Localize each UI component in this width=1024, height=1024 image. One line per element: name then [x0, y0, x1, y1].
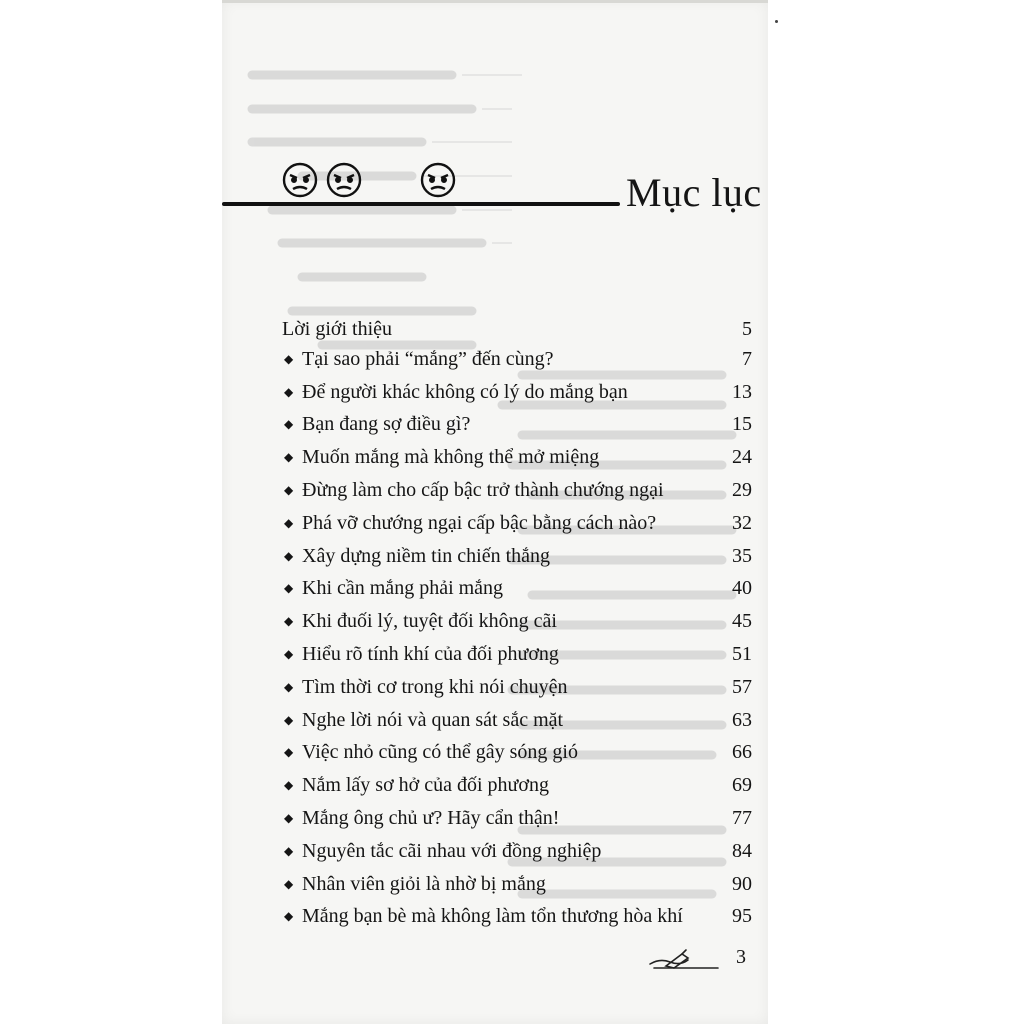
- toc-entry-page: 90: [732, 873, 752, 895]
- diamond-bullet-icon: ◆: [284, 549, 294, 563]
- toc-entry-label: Đừng làm cho cấp bậc trở thành chướng ngại: [302, 479, 664, 501]
- toc-entry: [280, 443, 756, 471]
- toc-entry-page: 7: [742, 348, 752, 370]
- angry-faces-icon: [282, 160, 472, 200]
- toc-entry-page: 32: [732, 512, 752, 534]
- diamond-bullet-icon: ◆: [284, 450, 294, 464]
- diamond-bullet-icon: ◆: [284, 745, 294, 759]
- toc-entry-page: 84: [732, 840, 752, 862]
- toc-entry-label: Tại sao phải “mắng” đến cùng?: [302, 348, 554, 370]
- toc-entry: [280, 738, 756, 766]
- toc-entry-label: Khi cần mắng phải mắng: [302, 577, 504, 599]
- toc-entry-page: 35: [732, 545, 752, 567]
- toc-entry-page: 40: [732, 577, 752, 599]
- toc-entry-label: Việc nhỏ cũng có thể gây sóng gió: [302, 741, 578, 763]
- toc-entry-label: Nguyên tắc cãi nhau với đồng nghiệp: [302, 840, 602, 862]
- angry-face-icon: [328, 164, 360, 196]
- diamond-bullet-icon: ◆: [284, 647, 294, 661]
- toc-entry-page: 13: [732, 381, 752, 403]
- diamond-bullet-icon: ◆: [284, 713, 294, 727]
- toc-entry-page: 77: [732, 807, 752, 829]
- toc-entry: [280, 476, 756, 504]
- toc-entry: [280, 870, 756, 898]
- toc-entry: [280, 771, 756, 799]
- diamond-bullet-icon: ◆: [284, 516, 294, 530]
- diamond-bullet-icon: ◆: [284, 877, 294, 891]
- toc-entry: [280, 345, 756, 373]
- diamond-bullet-icon: ◆: [284, 417, 294, 431]
- angry-face-icon: [422, 164, 454, 196]
- toc-entry-label: Mắng ông chủ ư? Hãy cẩn thận!: [302, 807, 560, 829]
- toc-entry-label: Để người khác không có lý do mắng bạn: [302, 381, 628, 403]
- toc-entry-page: 63: [732, 709, 752, 731]
- toc-entry-page: 15: [732, 413, 752, 435]
- angry-face-icon: [284, 164, 316, 196]
- page-top-edge: [222, 0, 768, 3]
- toc-entry-page: 69: [732, 774, 752, 796]
- page-title: Mục lục: [626, 170, 762, 215]
- toc-entry-label: Nhân viên giỏi là nhờ bị mắng: [302, 873, 546, 895]
- toc-entry-label: Nắm lấy sơ hở của đối phương: [302, 774, 549, 796]
- toc-entry-label: Phá vỡ chướng ngại cấp bậc bằng cách nào?: [302, 512, 657, 534]
- diamond-bullet-icon: ◆: [284, 614, 294, 628]
- toc-entry: [280, 574, 756, 602]
- toc-entry: [280, 509, 756, 537]
- toc-entry: [280, 607, 756, 635]
- diamond-bullet-icon: ◆: [284, 909, 294, 923]
- toc-intro-page: 5: [742, 318, 752, 340]
- toc-entry-page: 57: [732, 676, 752, 698]
- toc-entry-page: 51: [732, 643, 752, 665]
- toc-entry: [280, 410, 756, 438]
- diamond-bullet-icon: ◆: [284, 352, 294, 366]
- toc-entry-page: 24: [732, 446, 752, 468]
- header-rule: [222, 202, 620, 206]
- toc-entry-page: 45: [732, 610, 752, 632]
- diamond-bullet-icon: ◆: [284, 581, 294, 595]
- toc-entry-page: 29: [732, 479, 752, 501]
- toc-entry-page: 95: [732, 905, 752, 927]
- toc-entry: [280, 804, 756, 832]
- diamond-bullet-icon: ◆: [284, 844, 294, 858]
- diamond-bullet-icon: ◆: [284, 483, 294, 497]
- toc-entry: [280, 673, 756, 701]
- toc-intro-label: Lời giới thiệu: [282, 318, 393, 340]
- toc-entry-label: Nghe lời nói và quan sát sắc mặt: [302, 709, 564, 731]
- toc-entry-label: Mắng bạn bè mà không làm tổn thương hòa khí: [302, 905, 683, 927]
- toc-entry: [280, 706, 756, 734]
- toc-entry: [280, 378, 756, 406]
- toc-entry-label: Bạn đang sợ điều gì?: [302, 413, 471, 435]
- toc-entry-label: Muốn mắng mà không thể mở miệng: [302, 446, 600, 468]
- diamond-bullet-icon: ◆: [284, 811, 294, 825]
- toc-entry-page: 66: [732, 741, 752, 763]
- toc-entry: [280, 542, 756, 570]
- diamond-bullet-icon: ◆: [284, 778, 294, 792]
- toc-entry-label: Tìm thời cơ trong khi nói chuyện: [302, 676, 568, 698]
- toc-entry: [280, 902, 756, 930]
- diamond-bullet-icon: ◆: [284, 385, 294, 399]
- page-number: 3: [736, 946, 746, 968]
- toc-entry-label: Xây dựng niềm tin chiến thắng: [302, 545, 551, 567]
- diamond-bullet-icon: ◆: [284, 680, 294, 694]
- toc-entry-label: Hiểu rõ tính khí của đối phương: [302, 643, 559, 665]
- toc-entry-label: Khi đuối lý, tuyệt đối không cãi: [302, 610, 557, 632]
- toc-entry: [280, 640, 756, 668]
- toc-entry: [280, 837, 756, 865]
- speck: [775, 20, 778, 23]
